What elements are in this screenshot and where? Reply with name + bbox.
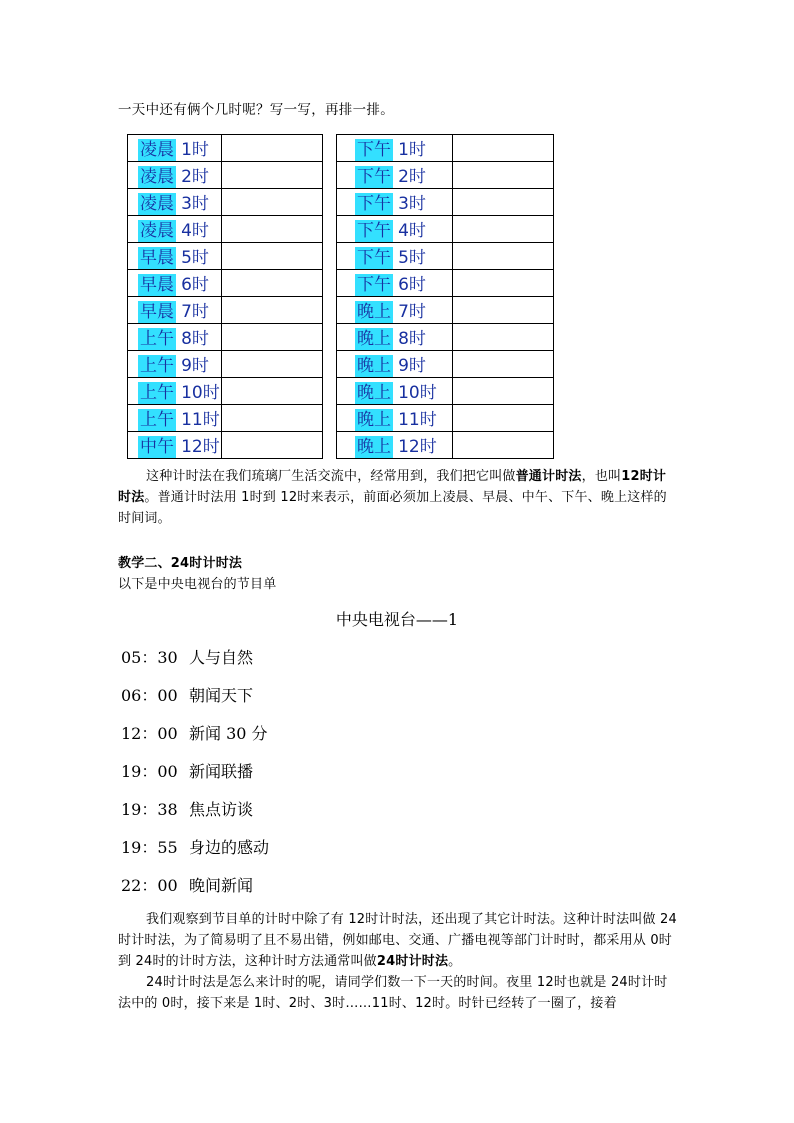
answer-blank-cell[interactable]	[453, 216, 554, 243]
para1-text-c: ，也叫	[581, 469, 622, 484]
program-name: 人与自然	[189, 648, 254, 667]
answer-blank-cell[interactable]	[453, 432, 554, 459]
time-label-cell	[337, 189, 453, 216]
time-row	[128, 297, 323, 324]
period-chip: 上午	[140, 329, 174, 349]
hour-label: 9时	[181, 356, 209, 376]
hour-label: 4时	[398, 221, 426, 241]
answer-blank-cell[interactable]	[453, 135, 554, 162]
program-name: 晚间新闻	[189, 876, 254, 895]
time-row	[337, 297, 554, 324]
time-label-cell	[337, 216, 453, 243]
para1-text-a: 这种计时法在我们琉璃厂生活交流中，经常用到，我们把它叫做	[146, 469, 516, 484]
program-item	[121, 873, 253, 896]
answer-blank-cell[interactable]	[222, 162, 323, 189]
section-header	[118, 553, 678, 595]
time-row	[128, 432, 323, 459]
left-time-table	[127, 134, 323, 459]
period-chip: 晚上	[357, 356, 391, 376]
program-title: 中央电视台——1	[335, 610, 459, 629]
answer-blank-cell[interactable]	[453, 405, 554, 432]
hour-label: 12时	[398, 437, 437, 457]
period-chip: 上午	[140, 410, 174, 430]
para3-text: 24时计时法是怎么来计时的呢，请同学们数一下一天的时间。夜里 12时也就是 24时计时法中的 0时，接下来是 1时、2时、3时……11时、12时。时针已经转了一圈了，接着	[118, 975, 668, 1011]
program-time: 22：00	[121, 876, 178, 895]
period-chip: 下午	[357, 221, 391, 241]
paragraph-normal-timekeeping	[118, 466, 678, 529]
program-item	[121, 683, 253, 706]
hour-label: 2时	[181, 167, 209, 187]
program-time: 06：00	[121, 686, 178, 705]
hour-label: 10时	[181, 383, 220, 403]
hour-label: 1时	[181, 140, 209, 160]
answer-blank-cell[interactable]	[453, 324, 554, 351]
para2-term-24h: 24时计时法	[376, 954, 449, 969]
hour-label: 11时	[398, 410, 437, 430]
program-name: 新闻 30 分	[189, 724, 268, 743]
period-chip: 下午	[357, 194, 391, 214]
hour-label: 6时	[398, 275, 426, 295]
period-chip: 凌晨	[140, 167, 174, 187]
program-name: 焦点访谈	[189, 800, 254, 819]
time-label-cell	[337, 351, 453, 378]
answer-blank-cell[interactable]	[222, 351, 323, 378]
answer-blank-cell[interactable]	[453, 378, 554, 405]
time-label-cell	[128, 162, 222, 189]
time-label-cell	[337, 270, 453, 297]
time-label-cell	[128, 324, 222, 351]
time-label-cell	[128, 378, 222, 405]
para1-term-normal: 普通计时法	[515, 469, 582, 484]
time-row	[128, 135, 323, 162]
program-name: 身边的感动	[189, 838, 270, 857]
time-row	[128, 270, 323, 297]
period-chip: 早晨	[140, 302, 174, 322]
time-label-cell	[128, 216, 222, 243]
hour-label: 7时	[398, 302, 426, 322]
hour-label: 2时	[398, 167, 426, 187]
time-label-cell	[128, 405, 222, 432]
program-time: 05：30	[121, 648, 178, 667]
period-chip: 早晨	[140, 275, 174, 295]
time-label-cell	[337, 324, 453, 351]
period-chip: 早晨	[140, 248, 174, 268]
time-row	[128, 189, 323, 216]
time-row	[337, 270, 554, 297]
hour-label: 6时	[181, 275, 209, 295]
hour-label: 11时	[181, 410, 220, 430]
period-chip: 凌晨	[140, 140, 174, 160]
time-row	[337, 351, 554, 378]
time-row	[128, 243, 323, 270]
answer-blank-cell[interactable]	[222, 189, 323, 216]
answer-blank-cell[interactable]	[453, 189, 554, 216]
time-row	[337, 405, 554, 432]
hour-label: 8时	[398, 329, 426, 349]
answer-blank-cell[interactable]	[453, 297, 554, 324]
program-name: 朝闻天下	[189, 686, 254, 705]
program-item	[121, 759, 253, 782]
time-row	[337, 189, 554, 216]
hour-label: 8时	[181, 329, 209, 349]
time-row	[337, 135, 554, 162]
period-chip: 晚上	[357, 383, 391, 403]
time-label-cell	[337, 243, 453, 270]
time-row	[337, 378, 554, 405]
time-label-cell	[128, 243, 222, 270]
time-label-cell	[337, 297, 453, 324]
period-chip: 凌晨	[140, 221, 174, 241]
period-chip: 上午	[140, 383, 174, 403]
time-row	[337, 243, 554, 270]
section-title: 教学二、24时计时法	[118, 556, 243, 571]
paragraph-24h-intro	[118, 909, 678, 972]
time-row	[128, 324, 323, 351]
para2-text-c: 。	[448, 954, 462, 969]
period-chip: 上午	[140, 356, 174, 376]
program-time: 19：38	[121, 800, 178, 819]
time-row	[337, 216, 554, 243]
time-label-cell	[337, 432, 453, 459]
time-row	[128, 351, 323, 378]
time-label-cell	[337, 162, 453, 189]
time-label-cell	[337, 378, 453, 405]
hour-label: 5时	[181, 248, 209, 268]
time-label-cell	[128, 432, 222, 459]
hour-label: 7时	[181, 302, 209, 322]
period-chip: 凌晨	[140, 194, 174, 214]
period-chip: 下午	[357, 248, 391, 268]
answer-blank-cell[interactable]	[222, 405, 323, 432]
time-row	[128, 216, 323, 243]
period-chip: 中午	[140, 437, 174, 457]
hour-label: 1时	[398, 140, 426, 160]
right-time-table	[336, 134, 554, 459]
hour-label: 4时	[181, 221, 209, 241]
para1-term-12h: 12时计时法	[118, 469, 667, 505]
program-item	[121, 797, 253, 820]
period-chip: 下午	[357, 275, 391, 295]
time-label-cell	[337, 135, 453, 162]
period-chip: 晚上	[357, 437, 391, 457]
hour-label: 9时	[398, 356, 426, 376]
answer-blank-cell[interactable]	[453, 351, 554, 378]
answer-blank-cell[interactable]	[222, 243, 323, 270]
time-label-cell	[128, 189, 222, 216]
program-time: 12：00	[121, 724, 178, 743]
program-item	[121, 835, 269, 858]
paragraph-24h-counting	[118, 972, 678, 1014]
program-item	[121, 721, 268, 744]
answer-blank-cell[interactable]	[222, 270, 323, 297]
time-row	[128, 378, 323, 405]
para2-text-a: 我们观察到节目单的计时中除了有 12时计时法，还出现了其它计时法。这种计时法叫做 24时计时法，为了简易明了且不易出错，例如邮电、交通、广播电视等部门计时时，都采用从 0时到 24时的计时方法，这种计时方法通常叫做	[118, 912, 677, 969]
answer-blank-cell[interactable]	[222, 297, 323, 324]
answer-blank-cell[interactable]	[222, 378, 323, 405]
program-name: 新闻联播	[189, 762, 254, 781]
period-chip: 下午	[357, 140, 391, 160]
hour-label: 3时	[181, 194, 209, 214]
section-subtitle: 以下是中央电视台的节目单	[118, 577, 277, 592]
period-chip: 下午	[357, 167, 391, 187]
answer-blank-cell[interactable]	[222, 135, 323, 162]
time-label-cell	[128, 297, 222, 324]
answer-blank-cell[interactable]	[453, 162, 554, 189]
program-item	[121, 645, 253, 668]
answer-blank-cell[interactable]	[453, 243, 554, 270]
period-chip: 晚上	[357, 410, 391, 430]
time-row	[337, 432, 554, 459]
time-row	[337, 162, 554, 189]
time-row	[337, 324, 554, 351]
time-row	[128, 162, 323, 189]
time-label-cell	[128, 135, 222, 162]
time-label-cell	[128, 270, 222, 297]
hour-label: 3时	[398, 194, 426, 214]
program-time: 19：00	[121, 762, 178, 781]
intro-question: 一天中还有俩个几时呢？写一写，再排一排。	[118, 102, 394, 118]
para1-text-e: 。普通计时法用 1时到 12时来表示，前面必须加上凌晨、早晨、中午、下午、晚上这样的时间词。	[118, 490, 667, 526]
hour-label: 5时	[398, 248, 426, 268]
answer-blank-cell[interactable]	[453, 270, 554, 297]
answer-blank-cell[interactable]	[222, 432, 323, 459]
time-label-cell	[128, 351, 222, 378]
answer-blank-cell[interactable]	[222, 216, 323, 243]
answer-blank-cell[interactable]	[222, 324, 323, 351]
time-label-cell	[337, 405, 453, 432]
program-time: 19：55	[121, 838, 178, 857]
period-chip: 晚上	[357, 329, 391, 349]
hour-label: 10时	[398, 383, 437, 403]
time-row	[128, 405, 323, 432]
period-chip: 晚上	[357, 302, 391, 322]
hour-label: 12时	[181, 437, 220, 457]
